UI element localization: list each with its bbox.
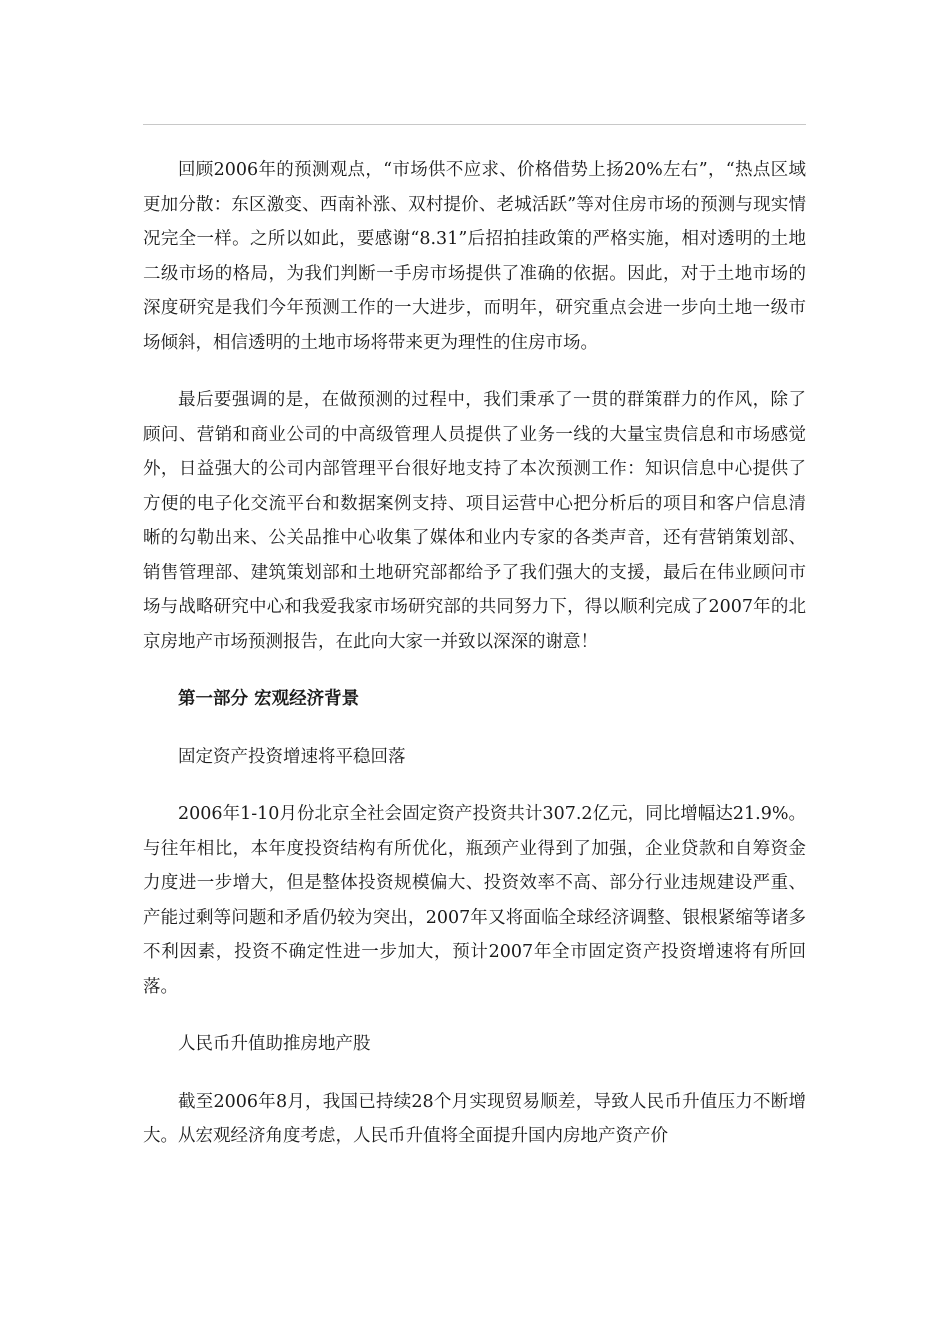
paragraph-fixed-asset-investment: 2006年1-10月份北京全社会固定资产投资共计307.2亿元，同比增幅达21.9%。与往年相比，本年度投资结构有所优化，瓶颈产业得到了加强，企业贷款和自筹资金力度进一步增大，但是整体投资规模偏大、投资效率不高、部分行业违规建设严重、产能过剩等问题和矛盾仍较为突出，2007年又将面临全球经济调整、银根紧缩等诸多不利因素，投资不确定性进一步加大，预计2007年全市固定资产投资增速将有所回落。 xyxy=(143,804,806,997)
paragraph-rmb-appreciation: 截至2006年8月，我国已持续28个月实现贸易顺差，导致人民币升值压力不断增大。从宏观经济角度考虑，人民币升值将全面提升国内房地产资产价 xyxy=(143,1091,806,1146)
subheading-rmb-appreciation: 人民币升值助推房地产股 xyxy=(178,1034,371,1054)
document-body xyxy=(143,153,806,1177)
paragraph-review-2006: 回顾2006年的预测观点，“市场供不应求、价格借势上扬20%左右”，“热点区域更加分散：东区激变、西南补涨、双村提价、老城活跃”等对住房市场的预测与现实情况完全一样。之所以如此，要感谢“8.31”后招拍挂政策的严格实施，相对透明的土地二级市场的格局，为我们判断一手房市场提供了准确的依据。因此，对于土地市场的深度研究是我们今年预测工作的一大进步，而明年，研究重点会进一步向土地一级市场倾斜，相信透明的土地市场将带来更为理性的住房市场。 xyxy=(143,160,806,353)
header-divider xyxy=(143,124,806,125)
section-heading-macro-economy: 第一部分 宏观经济背景 xyxy=(178,689,360,709)
paragraph-acknowledgements: 最后要强调的是，在做预测的过程中，我们秉承了一贯的群策群力的作风，除了顾问、营销和商业公司的中高级管理人员提供了业务一线的大量宝贵信息和市场感觉外，日益强大的公司内部管理平台很好地支持了本次预测工作：知识信息中心提供了方便的电子化交流平台和数据案例支持、项目运营中心把分析后的项目和客户信息清晰的勾勒出来、公关品推中心收集了媒体和业内专家的各类声音，还有营销策划部、销售管理部、建筑策划部和土地研究部都给予了我们强大的支援，最后在伟业顾问市场与战略研究中心和我爱我家市场研究部的共同努力下，得以顺利完成了2007年的北京房地产市场预测报告，在此向大家一并致以深深的谢意！ xyxy=(143,390,806,652)
subheading-fixed-asset-investment: 固定资产投资增速将平稳回落 xyxy=(178,746,406,767)
